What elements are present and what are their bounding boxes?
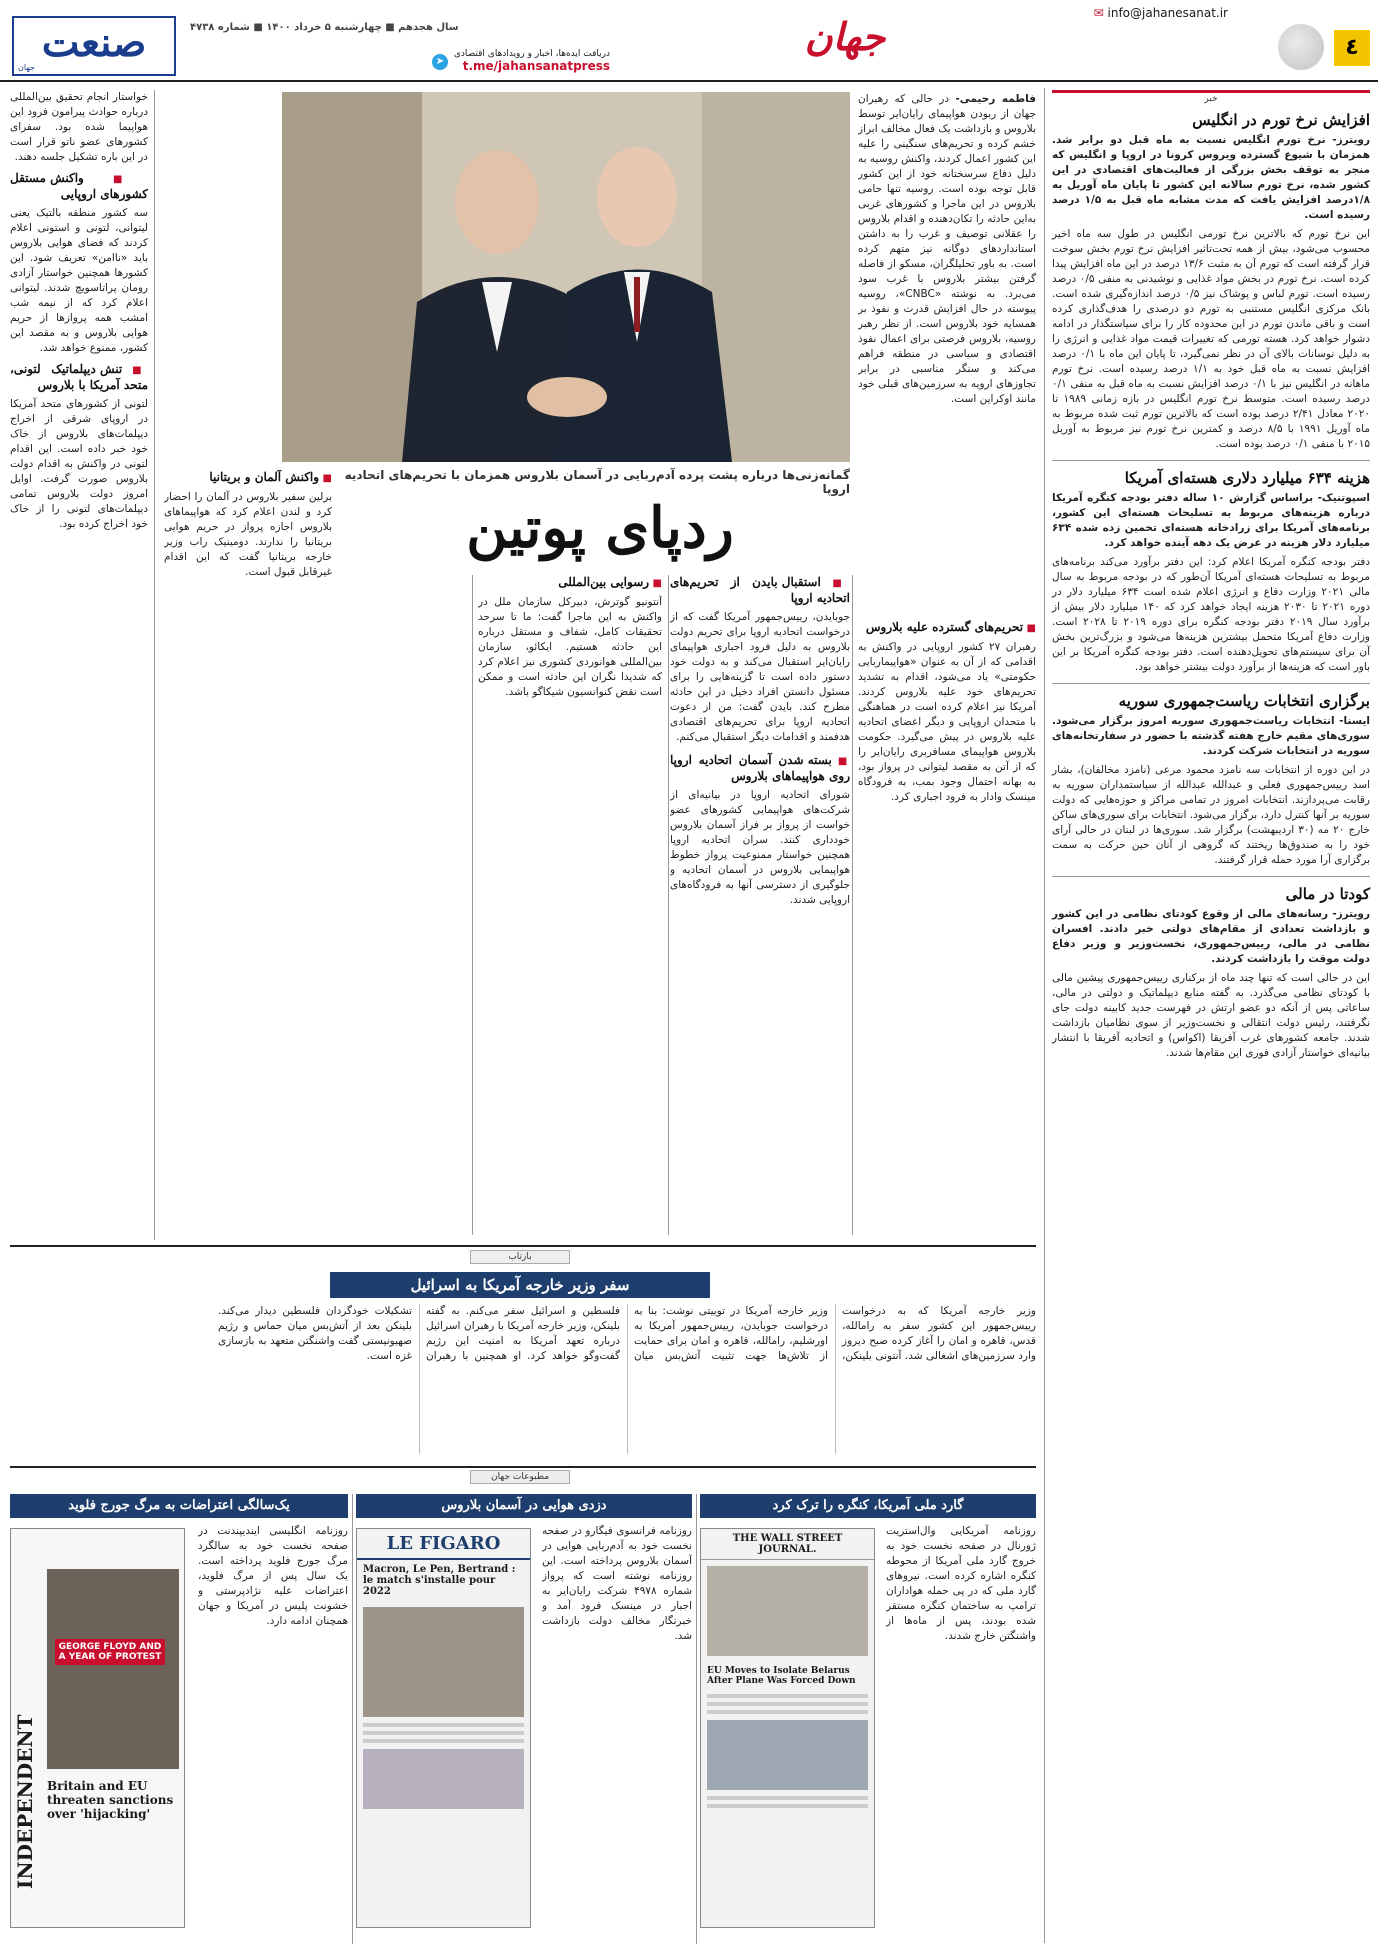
article-nuclear-cost [1052, 469, 1370, 675]
wsj-headline: EU Moves to Isolate Belarus After Plane Was Forced Down [707, 1666, 856, 1686]
feature-column-2 [670, 575, 850, 1235]
telegram-handle[interactable]: t.me/jahansanatpress [462, 59, 610, 73]
leaders-photo-illustration [282, 92, 850, 462]
feature-column-1 [858, 620, 1036, 1235]
article-title: برگزاری انتخابات ریاست‌جمهوری سوریه [1118, 692, 1370, 710]
subhead: ■ تحریم‌های گسترده علیه بلاروس [858, 620, 1036, 636]
logo-text: صنعت [41, 19, 147, 66]
independent-masthead: INDEPENDENT [13, 1714, 37, 1889]
middle-title-bar [330, 1272, 710, 1298]
article-body: این در حالی است که تنها چند ماه از برکناری رییس‌جمهوری پیشین مالی با کودتای نظامی می‌گذرد. به گفته منابع دیپلماتیک و دولتی در مالی، ساعاتی پس از آنکه دو عضو ارتش در فهرست جدید کابینه دولت جای نگرفتند، رئیس دولت انتقالی و نخست‌وزیر از سوی نظامیان بازداشت شدند. جامعه کشورهای غرب آفریقا (اکواس) و اتحادیه آفریقا با انتشار بیانیه‌ای خواستار آزادی فوری این مقام‌ها شدند. [1052, 972, 1370, 1059]
press-item-title-bar [700, 1494, 1036, 1518]
section-label-reflection: بازتاب [470, 1250, 570, 1264]
email-row[interactable] [1094, 6, 1228, 20]
press-item-body: روزنامه انگلیسی ایندیپندنت در صفحه نخست خود به سالگرد مرگ جورج فلوید پرداخته است. یک سال پس از مرگ فلوید، اعتراضات علیه نژادپرستی و خشونت پلیس در آمریکا و جهان همچنان ادامه دارد. [198, 1525, 348, 1627]
page-number-box [1334, 30, 1370, 66]
press-item-wsj [700, 1494, 1036, 1944]
globe-icon [1278, 24, 1324, 70]
feature-left-column [10, 90, 148, 1240]
issue-line: سال هجدهم ■ چهارشنبه ۵ خرداد ۱۴۰۰ ■ شماره ۴۷۳۸ [190, 22, 459, 33]
telegram-block[interactable] [430, 48, 610, 72]
wsj-cover-image [700, 1528, 875, 1928]
subhead: ■ رسوایی بین‌المللی [478, 575, 662, 591]
independent-photo [47, 1569, 179, 1769]
subhead-body: آنتونیو گوترش، دبیرکل سازمان ملل در واکنش به این ماجرا گفت: ما تا سرحد تحقیقات کامل، شفاف و مستقل درباره این حادثه هستیم. ایکائو، سازمان بین‌المللی هوانوردی کشوری نیز اعلام کرد که شدیدا نگران این حادثه است و ممکن است نقض کنوانسیون شیکاگو باشد. [478, 596, 662, 698]
feature-column-4 [164, 470, 332, 1235]
telegram-icon: ➤ [432, 54, 448, 70]
figaro-headline: Macron, Le Pen, Bertrand : le match s'installe pour 2022 [363, 1564, 516, 1597]
subhead-body: برلین سفیر بلاروس در آلمان را احضار کرد و لندن اعلام کرد که هواپیماهای بلاروس اجازه پرواز در حریم هوایی بریتانیا را ندارند. دومینیک راب وزیر خارجه بریتانیا گفت که این اقدام غیرقابل قبول است. [164, 491, 332, 578]
press-item-title-bar [356, 1494, 692, 1518]
press-item-title: یک‌سالگی اعتراضات به مرگ جورج فلوید [68, 1498, 290, 1513]
middle-body: وزیر خارجه آمریکا که به درخواست رییس‌جمهور این کشور سفر به رامالله، قدس، قاهره و امان را آغاز کرده صبح دیروز وارد سرزمین‌های اشغالی شد. آنتونی بلینکن، وزیر خارجه آمریکا در توییتی نوشت: بنا به درخواست جوبایدن، رییس‌جمهور آمریکا به اورشلیم، رامالله، قاهره و امان برای حمایت از تلاش‌ها جهت تثبیت آتش‌بس میان فلسطین و اسرائیل سفر می‌کنم. به گفته بلینکن، وزیر خارجه آمریکا با رهبران اسرائیل درباره تعهد آمریکا به امنیت این رژیم گفت‌وگو خواهد کرد. او همچنین با رهبران تشکیلات خودگردان فلسطین دیدار می‌کند. بلینکن بعد از آتش‌بس میان حماس و رژیم صهیونیستی گفت واشنگتن متعهد به بازسازی غزه است. [218, 1305, 1036, 1362]
feature-photo [282, 92, 850, 462]
article-title: افزایش نرخ تورم در انگلیس [1192, 111, 1370, 129]
article-inflation [1052, 111, 1370, 452]
article-lead: اسپوتنیک- براساس گزارش ۱۰ ساله دفتر بودجه کنگره آمریکا درباره هزینه‌های مربوط به تسلیحات هسته‌ای این کشور، برنامه‌های آمریکا برای زرادخانه هسته‌ای تخمین زده شده ۶۳۴ میلیارد دلار هزینه در عرض یک دهه آینده خواهد کرد. [1052, 492, 1370, 549]
feature-kicker: گمانه‌زنی‌ها درباره پشت پرده آدم‌ربایی در آسمان بلاروس همزمان با تحریم‌های اتحادیه اروپا [344, 468, 850, 496]
intro-text: در حالی که رهبران جهان از ربودن هواپیمای رایان‌ایر توسط بلاروس و بازداشت یک فعال مخالف ابراز خشم کرده و تحریم‌های سنگینی را علیه این کشور اعمال کردند، واکنش روسیه به دلیل دفاع سرسختانه خود از این کشور قابل توجه بوده است. روسیه تنها حامی بلاروس در این ماجرا و کشورهای غربی به‌این حادثه را تکان‌دهنده و اقدام بلاروس را عقلانی توصیف و غرب را به داشتن استانداردهای دوگانه نیز متهم کرده است. به باور تحلیلگران، مسکو از فاصله گرفتن بیشتر بلاروس با غرب سود می‌برد. به نوشته «CNBC»، روسیه پیوسته در حال افزایش قدرت و نفوذ بر همسایه خود بلاروس است. از نظر رهبر روسیه، بلاروس فرصتی برای اعمال نفوذ اقتصادی و سیاسی در منطقه فراهم می‌کند و سنگر مناسبی در برابر تجاوزهای ارویه به سرزمین‌های قبلی خود مانند اوکراین است. [858, 93, 1036, 405]
left-column-intro: خواستار انجام تحقیق بین‌المللی درباره حوادث پیرامون فرود این هواپیما شده بود. سفرای کشورهای عضو ناتو قرار است در این باره تشکیل جلسه دهند. [10, 91, 148, 163]
subhead: ■ واکنش مستقل کشورهای اروپایی [10, 171, 148, 202]
author-name: فاطمه رحیمی- [955, 93, 1036, 105]
page-header [0, 0, 1378, 82]
press-item-body: روزنامه فرانسوی فیگارو در صفحه نخست خود به آدم‌ربایی هوایی در آسمان بلاروس پرداخته است. این روزنامه نوشته است که پرواز شماره ۴۹۷۸ شرکت رایان‌ایر به اجبار در مینسک فرود آمد و خبرنگار مخالف دولت بازداشت شد. [542, 1525, 692, 1642]
wsj-masthead: THE WALL STREET JOURNAL. [701, 1529, 874, 1560]
article-lead: ایسنا- انتخابات ریاست‌جمهوری سوریه امروز برگزار می‌شود. سوری‌های مقیم خارج هفته گذشته با حضور در سفارتخانه‌های سوریه در انتخابات شرکت کردند. [1052, 715, 1370, 757]
article-body: دفتر بودجه کنگره آمریکا اعلام کرد: این دفتر برآورد می‌کند برنامه‌های مربوط به تسلیحات هسته‌ای آمریکا آن‌طور که در بودجه مربوط به سال مالی ۲۰۲۱ وزارت دفاع و انرژی اعلام شده است ۶۳۴ میلیارد دلار در دوره ۲۰۲۱ تا ۲۰۳۰ هزینه ایجاد خواهد کرد که ۱۴۰ میلیارد دلار بیش از برآورد سال ۲۰۱۹ دفتر بودجه کنگره برای دوره ۲۰۱۹ تا ۲۰۲۸ است. وزارت دفاع آمریکا متحمل بیشترین هزینه‌ها می‌شود و بزرگ‌ترین بخش آن برای سیستم‌های تحویل‌دهنده است. دفتر بودجه کنگره آمریکا بر این باور است که هزینه‌ها از برآورد دولت بیشتر خواهد بود. [1052, 556, 1371, 673]
feature-column-3 [478, 575, 662, 1235]
figaro-masthead: LE FIGARO [357, 1529, 530, 1560]
feature-headline: ردپای پوتین [466, 495, 734, 561]
subhead-body: لتونی از کشورهای متحد آمریکا در اروپای شرقی از اخراج دیپلمات‌های بلاروس از خاک خود خبر داده است. این اقدام لتونی در واکنش به اقدام دولت بلاروس صورت گرفت. اوایل امروز دولت بلاروس تمامی دیپلمات‌های لتونی را از خاک خود اخراج کرده بود. [10, 398, 148, 530]
press-item-figaro [356, 1494, 692, 1944]
section-label-press: مطبوعات جهان [470, 1470, 570, 1484]
press-item-title-bar [10, 1494, 348, 1518]
article-body: در این دوره از انتخابات سه نامزد محمود مرعی (نامزد مخالفان)، بشار اسد رییس‌جمهوری فعلی و عبدالله عبدالله از سیاستمداران سوریه به رقابت می‌پردازند. انتخابات امروز در تمامی مراکز و حوزه‌هایی که دولت سوریه بر آنها کنترل دارد، برگزار می‌شود. انتخابات برای سوری‌های ساکن خارج ۲۰ مه (۳۰ اردیبهشت) برگزار شد. سوری‌ها در لبنان در حالی آرای خود را به صندوق‌ها ریختند که گروهی از آنان حین حرکت به سمت برگزاری آرا مورد حمله قرار گرفتند. [1052, 764, 1370, 866]
subhead: ■ استقبال بایدن از تحریم‌های اتحادیه اروپا [670, 575, 850, 606]
press-item-independent [10, 1494, 348, 1944]
subhead-body: سه کشور منطقه بالتیک یعنی لیتوانی، لتونی و استونی اعلام کردند که فضای هوایی بلاروس باید «ناامن» تعریف شود. این کشورها همچنین خواستار آزادی رومان پراتاسویچ شدند. لیتوانی اعلام کرد که از نیمه شب امشب همه پروازها از حریم هوایی بلاروس و به مقصد این کشور، ممنوع خواهد شد. [10, 207, 148, 354]
article-title: کودتا در مالی [1285, 885, 1370, 903]
section-label-news: خبر [1052, 90, 1370, 105]
subhead: ■ واکنش آلمان و بریتانیا [164, 470, 332, 486]
email-address[interactable]: info@jahanesanat.ir [1107, 6, 1228, 20]
subhead: ■ بسته شدن آسمان اتحادیه اروپا روی هواپیماهای بلاروس [670, 753, 850, 784]
section-title: جهان [804, 14, 886, 59]
article-lead: رویترز- رسانه‌های مالی از وقوع کودتای نظامی در این کشور و بازداشت تعدادی از مقام‌های دولتی خبر دادند. افسران نظامی در مالی، رییس‌جمهوری، نخست‌وزیر و وزیر دفاع دولت موقت را بازداشت کردند. [1052, 908, 1370, 965]
page-number: ٤ [1345, 35, 1359, 60]
subhead-body: شورای اتحادیه اروپا در بیانیه‌ای از شرکت‌های هواپیمایی کشورهای عضو خواست از پرواز بر فراز آسمان بلاروس خودداری کنند. سران اتحادیه اروپا همچنین خواستار ممنوعیت پرواز خطوط هواپیمایی بلاروس در آسمان اتحادیه و جلوگیری از دسترسی آنها به فرودگاه‌های اروپایی شدند. [670, 789, 850, 906]
independent-headline: Britain and EU threaten sanctions over 'hijacking' [47, 1779, 174, 1821]
telegram-tagline: دریافت ایده‌ها، اخبار و رویدادهای اقتصادی [453, 49, 610, 59]
newspaper-logo [12, 16, 176, 76]
article-lead: رویترز- نرخ تورم انگلیس نسبت به ماه قبل دو برابر شد. همزمان با شیوع گسترده ویروس کرونا در اروپا و انگلیس که منجر به توقف بخش بزرگی از فعالیت‌های اقتصادی در این کشور شده، نرخ تورم سالانه این کشور تا پایان ماه آوریل به ۱/۸درصد افزایش یافت که مدت مشابه ماه قبل به ۱/۵ درصد رسیده است. [1052, 134, 1370, 221]
press-item-title: گارد ملی آمریکا، کنگره را ترک کرد [772, 1498, 964, 1513]
independent-cover-image [10, 1528, 185, 1928]
press-item-body: روزنامه آمریکایی وال‌استریت ژورنال در صفحه نخست خود به خروج گارد ملی آمریکا از محوطه کنگره اشاره کرده است. نیروهای گارد ملی که در پی حمله هواداران ترامپ به ساختمان کنگره مستقر شده بودند، پس از ماه‌ها از واشنگتن خارج شدند. [886, 1525, 1036, 1642]
subhead-body: رهبران ۲۷ کشور اروپایی در واکنش به اقدامی که از آن به عنوان «هواپیماربایی حکومتی» یاد می‌شود، اقدام به تشدید تحریم‌های خود علیه بلاروس کردند. آمریکا نیز اعلام کرده است در هماهنگی با متحدان اروپایی و دیگر اعضای اتحادیه علیه بلاروس در پیش می‌گیرد. حکومت بلاروس هواپیمای مسافربری رایان‌ایر را که از آتن به مقصد لیتوانی در پرواز بود، به بهانه احتمال وجود بمب، به فرودگاه مینسک وادار به فرود اجباری کرد. [858, 641, 1036, 803]
feature-intro-column [858, 92, 1036, 612]
article-syria-election [1052, 692, 1370, 868]
figaro-cover-image [356, 1528, 531, 1928]
logo-subtitle: جهان [18, 63, 35, 72]
subhead: ■ تنش دیپلماتیک لتونی، متحد آمریکا با بلاروس [10, 362, 148, 393]
subhead-body: جوبایدن، رییس‌جمهور آمریکا گفت که از درخواست اتحادیه اروپا برای تحریم دولت بلاروس به دلیل فرود اجباری هواپیمای رایان‌ایر استقبال می‌کند و به دولت خود دستور داده است تا گزینه‌هایی را برای مسئول دانستن افراد دخیل در این حادثه مطرح کند. بایدن گفت: من از دعوت اتحادیه اروپا برای تحریم‌های اقتصادی هدفمند و اقدامات دیگر استقبال می‌کنم. [670, 611, 850, 743]
article-body: این نرخ تورم که بالاترین نرخ تورمی انگلیس در طول سه ماه اخیر محسوب می‌شود، بیش از همه تحت‌تاثیر افزایش نرخ تورم بخش سوخت قرار گرفته است که تورم آن به مثبت ۱۳/۶ درصد در این ماه افزایش پیدا کرده است. نرخ تورم در بخش مواد غذایی و نوشیدنی به منفی ۰/۵ درصد رسیده است. تورم لباس و پوشاک نیز ۰/۵ درصد اندازه‌گیری شده است. بانک مرکزی انگلیس مستنبی به تورم دو درصدی را هدف‌گذاری کرده است و باقی ماندن تورم در این محدوده کار را برای سیاستگذار در ادامه دشوار خواهد کرد. هسته تورمی که تغییرات قیمت مواد غذایی و انرژی را به دلیل نوسانات بالای آن در نظر نمی‌گیرد، تا پایان این ماه با ۰/۱ درصد افزایش نسبت به ماه قبل خود به ۱/۱ درصد رسیده است. نرخ تورم ماهانه در انگلیس نیز با ۰/۱ درصد افزایش نسبت به ماه قبل به منفی ۰/۱ درصد رسیده است. متوسط نرخ تورم انگلیس در بازه زمانی ۱۹۸۹ تا ۲۰۲۰ معادل ۲/۴۱ درصد بوده است که بالاترین تورم ثبت شده مربوط به ماه آوریل ۱۹۹۱ با ۸/۵ درصد و کمترین نرخ تورم نیز مربوط به آوریل ۲۰۱۵ با منفی ۰/۱ درصد بوده است. [1052, 228, 1371, 450]
press-item-title: دزدی هوایی در آسمان بلاروس [441, 1498, 607, 1513]
right-column [1052, 90, 1370, 1940]
independent-photo-tag: GEORGE FLOYD AND A YEAR OF PROTEST [55, 1639, 165, 1665]
middle-title: سفر وزیر خارجه آمریکا به اسرائیل [410, 1276, 630, 1294]
article-title: هزینه ۶۳۴ میلیارد دلاری هسته‌ای آمریکا [1124, 469, 1370, 487]
email-icon: ✉ [1093, 6, 1104, 20]
article-mali-coup [1052, 885, 1370, 1061]
